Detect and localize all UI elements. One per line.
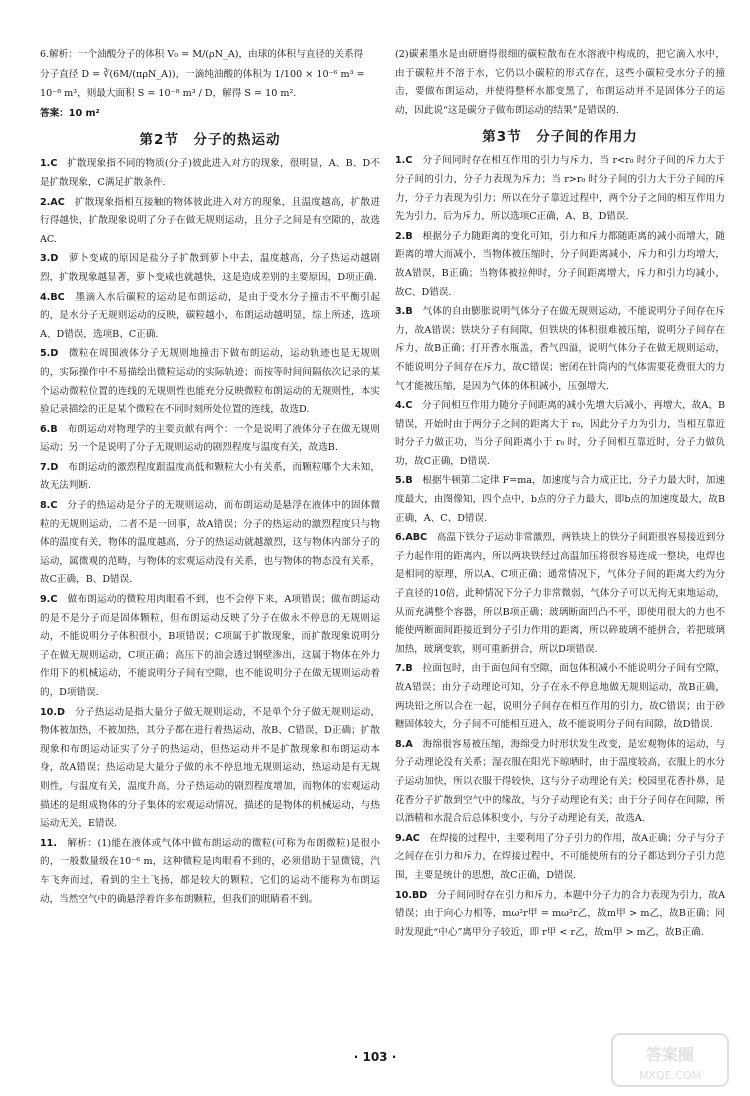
answer-item: 8.C 分子的热运动是分子的无规则运动，而布朗运动是悬浮在液体中的固体微粒的无规则运动，二者不是一回事，故A错误；分子的热运动的激烈程度只与物体的温度有关，物体的温度越高，分子的热运动就越激烈，这与物体内部分子的运动，属微观的范畴，与物体的宏观运动没有关系，也与物体的物态没有关系，故C正确，B、D错误. — [40, 500, 381, 586]
answer-item: 7.D 布朗运动的激烈程度跟温度高低和颗粒大小有关系，而颗粒哪个大未知，故无法判断. — [40, 461, 381, 492]
answer-item: 9.C 做布朗运动的微粒用肉眼看不到，也不会停下来，A项错误；做布朗运动的是不是分子而是固体颗粒，但布朗运动反映了分子在做永不停息的无规则运动，不能说明分子体积很小，B项错误；C项属于扩散现象，而扩散现象说明分子在做无规则运动，C项正确；高压下的油会透过钢壁渗出，这属于物体在外力作用下的机械运动，不能说明分子间有空隙，也不能说明分子在做无规则运动着的，D项错误. — [40, 594, 380, 698]
section-2-title: 第2节 分子的热运动 — [139, 132, 281, 149]
answer-item: 5.D 微粒在周围液体分子无规则地撞击下做布朗运动，运动轨迹也是无规则的，实际操作中不易描绘出微粒运动的实际轨迹；而按等时间间隔依次记录的某个运动微粒位置的连线的无规则性也能充分反映微粒布朗运动的无规则性，本实验记录描绘的正是某个微粒在不同时刻所处位置的连线，故选D. — [40, 348, 381, 416]
left-column — [40, 46, 380, 910]
q11-continuation: (2)碳素墨水是由研磨得很细的碳粒散布在水溶液中构成的，把它滴入水中，由于碳粒并不溶于水，它仍以小碳粒的形式存在，这些小碳粒受水分子的撞击，要做布朗运动，并使得整杯水都变黑了，布朗运动并不是固体分子的运动，因此说“这是碳分子做布朗运动的结果”是错误的. — [395, 49, 725, 116]
answer-item: 11. 解析：(1)能在液体或气体中做布朗运动的微粒(可称为布朗微粒)是很小的，一般数量级在10⁻⁶ m，这种微粒是肉眼看不到的，必须借助于显微镜，汽车飞奔而过，看到的尘土飞扬，都是较大的颗粒，它们的运动不能称为布朗运动，当然空气中的确悬浮着许多布朗颗粒，但我们的眼睛看不到。 — [40, 837, 381, 905]
svg-text:MXQE.COM: MXQE.COM — [639, 1069, 701, 1082]
q6-line-1: 6.解析：一个油酸分子的体积 V₀ = M/(ρN_A)，由球的体积与直径的关系得 — [40, 49, 364, 60]
answer-item: 4.C 分子间相互作用力随分子间距离的减小先增大后减小，再增大，故A、B错误，开始时由于两分子之间的距离大于 r₀，因此分子力为引力，当相互靠近时分子力做正功，当分子间距离小于 r₀ 时，分子间相互靠近时，分子力做负功，故C正确，D错误. — [395, 400, 725, 467]
q6-line-2: 分子直径 D = ∛(6M/(πρN_A))，一滴纯油酸的体积为 1/100 × 10⁻⁶ m³ = — [40, 68, 365, 80]
page-number: · 103 · — [353, 1050, 397, 1064]
answer-item: 9.AC 在焊接的过程中，主要利用了分子引力的作用，故A正确；分子与分子之间存在引力和斥力，在焊接过程中，不可能使所有的分子都达到分子引力范围，主要是统计的思想，故C正确，D错误. — [395, 832, 725, 881]
answer-item: 1.C 分子间同时存在相互作用的引力与斥力，当 r<r₀ 时分子间的斥力大于分子间的引力，分子力表现为斥力；当 r>r₀ 时分子间的引力大于分子间的斥力，分子力表现为引力；所以在分子靠近过程中，两个分子之间的相互作用力先为引力，后为斥力，所以选项C正确，A、B、D错误. — [395, 155, 725, 223]
answer-item: 10.D 分子热运动是指大量分子做无规则运动，不是单个分子做无规则运动，物体被加热，不被加热，其分子都在进行着热运动，故B、C错误，D正确；扩散现象和布朗运动证实了分子的热运动，但热运动并不是扩散现象和布朗运动本身，故A错误；热运动是大量分子做的永不停息地无规则运动，热运动是有无规则性，与温度有关，温度升高，分子热运动的剧烈程度增加，而物体的宏观运动描述的是组成物体的分子集体的宏观运动情况，描述的是物体的机械运动，与热运动无关，E错误. — [40, 706, 381, 830]
answer-item: 10.BD 分子间同时存在引力和斥力，本题中分子力的合力表现为引力，故A错误；由于向心力相等，mω²r甲 = mω²r乙，故m甲 > m乙，故B正确；同时发现此“中心”离甲分子较近，即 r甲 < r乙，故m甲 > m乙，故B正确. — [395, 889, 726, 938]
answer-item: 3.D 萝卜变咸的原因是盐分子扩散到萝卜中去，温度越高，分子热运动越剧烈，扩散现象越显著，萝卜变咸也就越快，这是造成差别的主要原因，D项正确. — [40, 253, 381, 283]
answer-item: 5.B 根据牛顿第二定律 F=ma，加速度与合力成正比，分子力最大时，加速度最大，由图像知，四个点中，b点的分子力最大，即b点的加速度最大，故B正确，A、C、D错误. — [395, 475, 726, 524]
right-column — [395, 46, 725, 943]
watermark-logo — [610, 1030, 730, 1090]
svg-text:答案圈: 答案圈 — [645, 1045, 695, 1064]
q6-line-3: 10⁻⁸ m³，则最大面积 S = 10⁻⁸ m³ / D，解得 S = 10 m². — [40, 88, 297, 100]
answer-item: 3.B 气体的自由膨胀说明气体分子在做无规则运动，不能说明分子间存在斥力，故A错误；铁块分子有间隙，但铁块的体积很难被压缩，说明分子间存在斥力，故B正确；打开香水瓶盖，香气四溢，说明气体分子在做无规则运动，不能说明分子间存在斥力，故C错误；密闭在针筒内的气体需要花费很大的力气才能被压缩，是因为气体的体积减小，压强增大. — [395, 306, 726, 392]
answer-item: 8.A 海绵很容易被压缩，海绵受力时形状发生改变，是宏观物体的运动，与分子动理论没有关系；湿衣服在阳光下晾晒时，由于温度较高，衣服上的水分子运动加快，所以衣服干得较快，这与分子动理论有关；校园里花香扑鼻，是花香分子扩散到空气中的缘故，与分子动理论有关；由于分子间存在间隙，所以酒精和水混合后总体积变小，与分子动理论有关，故选A. — [395, 738, 725, 825]
section-3-title: 第3节 分子间的作用力 — [482, 129, 638, 146]
answer-item: 2.B 根据分子力随距离的变化可知，引力和斥力都随距离的减小而增大，随距离的增大而减小，当物体被压缩时，分子间距离减小，斥力和引力均增大，故A错误，B正确；当物体被拉伸时，分子间距离增大，斥力和引力均减小，故C、D错误. — [395, 230, 726, 298]
answer-item: 6.ABC 高温下铁分子运动非常激烈，两铁块上的铁分子间距很容易接近到分子力起作用的距离内，所以两块铁经过高温加压将很容易连成一整块，电焊也是相同的原理，所以A、C项正确；通常情况下，气体分子间的距离大约为分子直径的10倍，此种情况下分子力非常微弱，气体分子可以无拘无束地运动，从而充满整个容器，所以B项正确；玻璃断面凹凸不平，即使用很大的力也不能使两断面间距接近到分子引力作用的距离，所以碎玻璃不能拼合，若把玻璃加热，玻璃变软，则可重新拼合，所以D项错误. — [395, 532, 725, 655]
answer-item: 4.BC 墨滴入水后碳粒的运动是布朗运动，是由于受水分子撞击不平衡引起的，是水分子无规则运动的反映，碳粒越小，布朗运动越明显，综上所述，选项A、D错误，选项B、C正确. — [40, 291, 381, 340]
answer-item: 1.C 扩散现象指不同的物质(分子)彼此进入对方的现象，很明显，A、B、D不是扩散现象，C满足扩散条件. — [40, 158, 381, 188]
answer-item: 6.B 布朗运动对物理学的主要贡献有两个：一个是说明了液体分子在做无规则运动；另一个是说明了分子无规则运动的剧烈程度与温度有关，故选B. — [40, 423, 381, 454]
q6-answer: 答案：10 m² — [40, 107, 100, 119]
answer-item: 7.B 拉面包时，由于面包间有空隙，面包体积减小不能说明分子间有空隙，故A错误；由分子动理论可知，分子在永不停息地做无规则运动，故B正确，两块铅之所以合在一起，说明分子间存在相互作用的引力，故C错误；由于砂糖固体较大，分子间不可能相互进入，故不能说明分子间有间隙，故D错误. — [395, 663, 726, 731]
answer-item: 2.AC 扩散现象指相互接触的物体彼此进入对方的现象，且温度越高，扩散进行得越快，扩散现象说明了分子在做无规则运动，且分子之间是有空隙的，故选AC. — [40, 196, 381, 245]
